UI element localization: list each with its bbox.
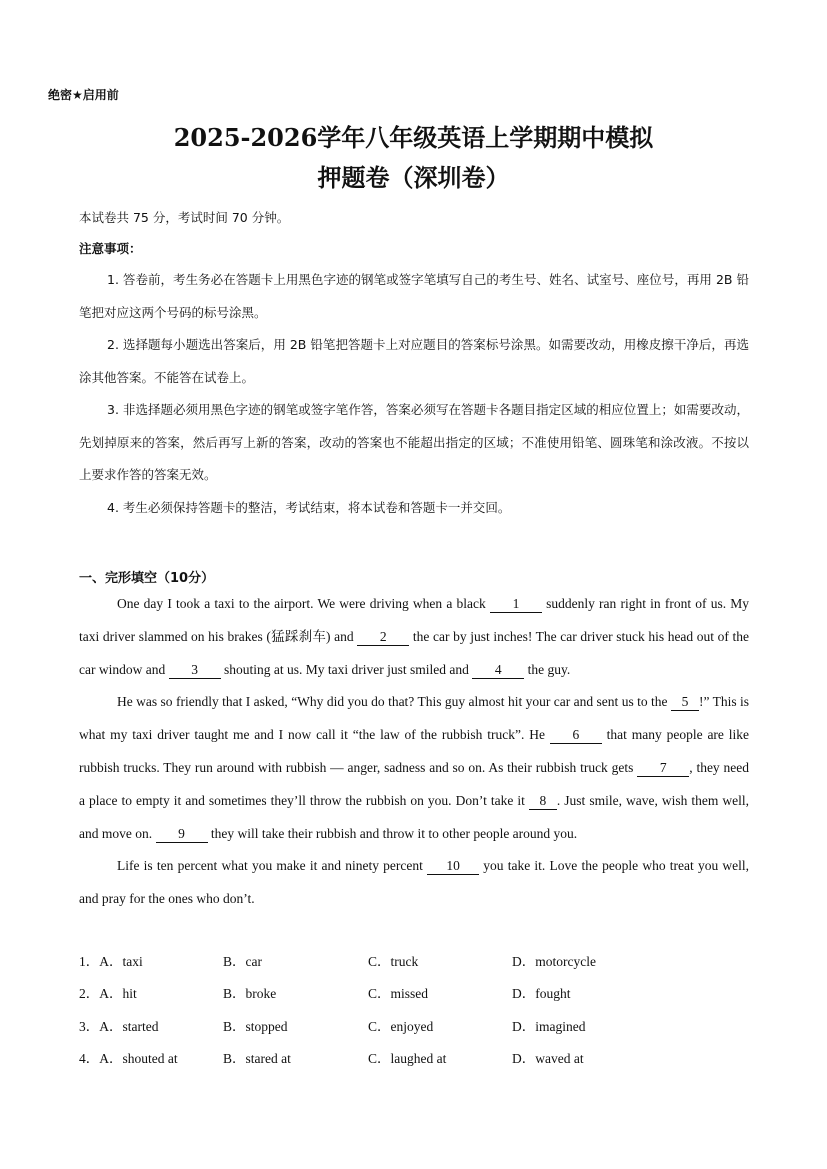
option-b: B．stared at (223, 1050, 291, 1066)
blank-5: 5 (671, 694, 699, 711)
page-subtitle: 押题卷（深圳卷） (317, 163, 510, 192)
passage-text: One day I took a taxi to the airport. We were driving when a black (117, 596, 486, 611)
passage-text: , they need a place to empty it and sometimes they’ll throw the rubbish on you. Don’t take it (79, 759, 749, 808)
passage-text: shouting at us. My taxi driver just smiled and (223, 661, 469, 677)
blank-2: 2 (357, 629, 409, 646)
option-d: D．motorcycle (512, 954, 596, 969)
page-title: 2025-2026学年八年级英语上学期期中模拟 (173, 123, 654, 152)
passage-text: the guy. (527, 661, 571, 677)
passage-text: that many people are like rubbish trucks. They run around with rubbish — anger, sadness and so on. As their rubbish truck gets (79, 727, 750, 775)
notice-item: 4. 考生必须保持答题卡的整洁，考试结束，将本试卷和答题卡一并交回。 (107, 499, 511, 515)
notice-item: 1. 答卷前，考生务必在答题卡上用黑色字迹的钢笔或签字笔填写自己的考生号、姓名、试室号、座位号，再用 2B 铅笔把对应这两个号码的标号涂黑。 (79, 272, 749, 320)
secret-label: 绝密★启用前 (48, 88, 119, 102)
option-b: B．broke (223, 986, 277, 1002)
blank-3: 3 (169, 662, 221, 679)
option-c: C．enjoyed (368, 1018, 434, 1034)
passage-text: Life is ten percent what you make it and ninety percent (117, 858, 423, 874)
blank-9: 9 (156, 826, 208, 843)
option-b: B．car (223, 954, 262, 969)
option-d: D．fought (512, 986, 571, 1002)
passage-text: suddenly ran right in front of us. My taxi driver slammed on his brakes (猛踩刹车) and (79, 596, 750, 644)
passage-text: they will take their rubbish and throw it to other people around you. (210, 825, 578, 841)
blank-1: 1 (490, 596, 542, 613)
notice-item: 2. 选择题每小题选出答案后，用 2B 铅笔把答题卡上对应题目的答案标号涂黑。如需要改动，用橡皮擦干净后，再选涂其他答案。不能答在试卷上。 (79, 337, 749, 385)
passage-text: He was so friendly that I asked, “Why did you do that? This guy almost hit your car and sent us to the (117, 694, 668, 710)
option-c: C．truck (368, 954, 419, 969)
passage-paragraph-2 (79, 686, 749, 850)
blank-4: 4 (472, 662, 524, 679)
exam-info: 本试卷共 75 分，考试时间 70 分钟。 (79, 210, 290, 225)
passage-text: you take it. Love the people who treat you well, and pray for the ones who don’t. (79, 858, 750, 907)
notice-list (79, 264, 749, 524)
option-d: D．waved at (512, 1050, 584, 1066)
passage-paragraph-1 (79, 588, 749, 686)
option-a: 4．A．shouted at (79, 1050, 178, 1066)
option-c: C．laughed at (368, 1050, 447, 1066)
passage-text: . Just smile, wave, wish them well, and move on. (79, 792, 750, 841)
option-a: 3．A．started (79, 1018, 159, 1034)
notice-item: 3. 非选择题必须用黑色字迹的钢笔或签字笔作答，答案必须写在答题卡各题目指定区域的相应位置上；如需要改动，先划掉原来的答案，然后再写上新的答案，改动的答案也不能超出指定的区域；不准使用铅笔、圆珠笔和涂改液。不按以上要求作答的答案无效。 (79, 402, 749, 482)
passage-text: !” This is what my taxi driver taught me and I now call it “the law of the rubbish truck”. He (79, 694, 750, 743)
section-heading: 一、完形填空（10分） (79, 571, 215, 586)
option-a: 1．A．taxi (79, 954, 143, 969)
blank-6: 6 (550, 727, 602, 744)
blank-7: 7 (637, 760, 689, 777)
passage-paragraph-3 (79, 850, 749, 916)
passage-text: the car by just inches! The car driver stuck his head out of the car window and (79, 628, 750, 677)
notice-heading: 注意事项： (79, 241, 142, 256)
blank-10: 10 (427, 858, 479, 875)
option-c: C．missed (368, 986, 429, 1002)
option-b: B．stopped (223, 1018, 288, 1034)
blank-8: 8 (529, 793, 557, 810)
cloze-passage (79, 588, 749, 916)
option-d: D．imagined (512, 1018, 586, 1034)
option-a: 2．A．hit (79, 986, 137, 1002)
